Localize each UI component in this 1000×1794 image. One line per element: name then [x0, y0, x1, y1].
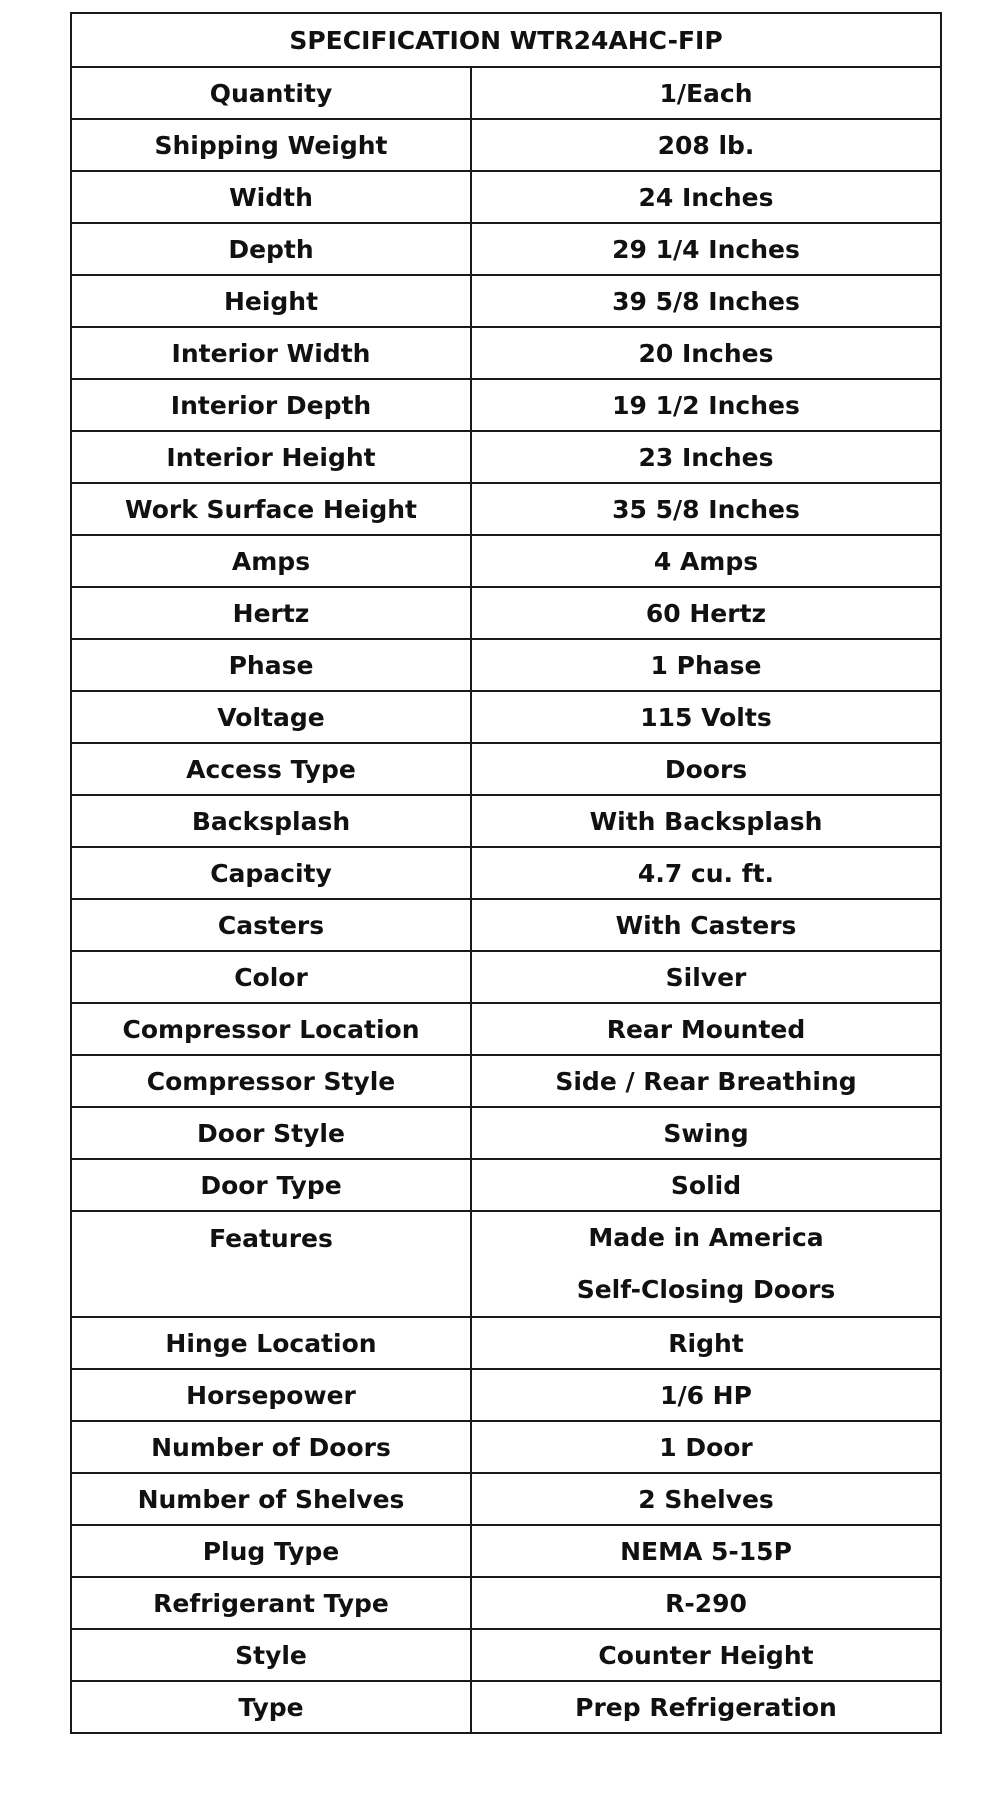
- spec-value: 24 Inches: [471, 171, 941, 223]
- table-row: [71, 275, 941, 327]
- spec-label: Number of Doors: [71, 1421, 471, 1473]
- spec-value: 208 lb.: [471, 119, 941, 171]
- table-row: [71, 899, 941, 951]
- spec-label: Height: [71, 275, 471, 327]
- spec-label: Voltage: [71, 691, 471, 743]
- table-row: [71, 1681, 941, 1733]
- spec-label: Amps: [71, 535, 471, 587]
- spec-value: Rear Mounted: [471, 1003, 941, 1055]
- spec-label: Quantity: [71, 67, 471, 119]
- spec-label: Access Type: [71, 743, 471, 795]
- table-row: [71, 743, 941, 795]
- spec-value: 1 Phase: [471, 639, 941, 691]
- spec-value: NEMA 5-15P: [471, 1525, 941, 1577]
- spec-label: Door Type: [71, 1159, 471, 1211]
- table-title: SPECIFICATION WTR24AHC-FIP: [71, 13, 941, 67]
- table-row: [71, 1107, 941, 1159]
- spec-value: 1 Door: [471, 1421, 941, 1473]
- table-row: [71, 1369, 941, 1421]
- table-row: [71, 691, 941, 743]
- table-row: [71, 119, 941, 171]
- spec-label: Compressor Location: [71, 1003, 471, 1055]
- table-row: [71, 1159, 941, 1211]
- table-row: [71, 639, 941, 691]
- spec-label: Compressor Style: [71, 1055, 471, 1107]
- spec-value-line: Self-Closing Doors: [576, 1275, 836, 1304]
- table-row: [71, 1317, 941, 1369]
- table-row: [71, 1003, 941, 1055]
- spec-label: Features: [71, 1211, 471, 1317]
- spec-label: Style: [71, 1629, 471, 1681]
- spec-label: Horsepower: [71, 1369, 471, 1421]
- table-row: [71, 1211, 941, 1317]
- spec-value: Swing: [471, 1107, 941, 1159]
- spec-label: Depth: [71, 223, 471, 275]
- spec-value: 115 Volts: [471, 691, 941, 743]
- spec-label: Interior Width: [71, 327, 471, 379]
- table-row: [71, 587, 941, 639]
- specification-table: [70, 12, 942, 1734]
- spec-value: R-290: [471, 1577, 941, 1629]
- spec-label: Work Surface Height: [71, 483, 471, 535]
- spec-value: 20 Inches: [471, 327, 941, 379]
- table-row: [71, 379, 941, 431]
- spec-value: Right: [471, 1317, 941, 1369]
- spec-label: Interior Depth: [71, 379, 471, 431]
- spec-value: Solid: [471, 1159, 941, 1211]
- spec-value: 60 Hertz: [471, 587, 941, 639]
- spec-label: Capacity: [71, 847, 471, 899]
- table-row: [71, 1055, 941, 1107]
- spec-value: Silver: [471, 951, 941, 1003]
- spec-label: Shipping Weight: [71, 119, 471, 171]
- spec-value: With Casters: [471, 899, 941, 951]
- spec-label: Interior Height: [71, 431, 471, 483]
- spec-value: 35 5/8 Inches: [471, 483, 941, 535]
- table-row: [71, 1525, 941, 1577]
- spec-value: Doors: [471, 743, 941, 795]
- spec-value: 4 Amps: [471, 535, 941, 587]
- spec-value: 1/6 HP: [471, 1369, 941, 1421]
- table-row: [71, 223, 941, 275]
- table-row: [71, 951, 941, 1003]
- spec-label: Phase: [71, 639, 471, 691]
- spec-value: 29 1/4 Inches: [471, 223, 941, 275]
- spec-label: Hinge Location: [71, 1317, 471, 1369]
- table-header-row: [71, 13, 941, 67]
- spec-label: Width: [71, 171, 471, 223]
- spec-value: 1/Each: [471, 67, 941, 119]
- table-row: [71, 1629, 941, 1681]
- table-body: [71, 67, 941, 1733]
- spec-label: Type: [71, 1681, 471, 1733]
- table-row: [71, 847, 941, 899]
- spec-value-line: Made in America: [588, 1223, 824, 1252]
- spec-label: Color: [71, 951, 471, 1003]
- spec-value: 39 5/8 Inches: [471, 275, 941, 327]
- table-row: [71, 535, 941, 587]
- spec-value: With Backsplash: [471, 795, 941, 847]
- spec-value: 23 Inches: [471, 431, 941, 483]
- table-row: [71, 171, 941, 223]
- table-row: [71, 1577, 941, 1629]
- spec-value: Prep Refrigeration: [471, 1681, 941, 1733]
- table-row: [71, 1421, 941, 1473]
- spec-label: Casters: [71, 899, 471, 951]
- spec-label: Backsplash: [71, 795, 471, 847]
- table-row: [71, 483, 941, 535]
- table-row: [71, 795, 941, 847]
- table-row: [71, 431, 941, 483]
- spec-label: Refrigerant Type: [71, 1577, 471, 1629]
- table-row: [71, 1473, 941, 1525]
- spec-value: [471, 1211, 941, 1317]
- spec-value: Side / Rear Breathing: [471, 1055, 941, 1107]
- table-row: [71, 67, 941, 119]
- table-row: [71, 327, 941, 379]
- spec-label: Hertz: [71, 587, 471, 639]
- spec-label: Plug Type: [71, 1525, 471, 1577]
- spec-value: Counter Height: [471, 1629, 941, 1681]
- spec-label: Door Style: [71, 1107, 471, 1159]
- spec-value: 2 Shelves: [471, 1473, 941, 1525]
- spec-value: 19 1/2 Inches: [471, 379, 941, 431]
- spec-value: 4.7 cu. ft.: [471, 847, 941, 899]
- spec-label: Number of Shelves: [71, 1473, 471, 1525]
